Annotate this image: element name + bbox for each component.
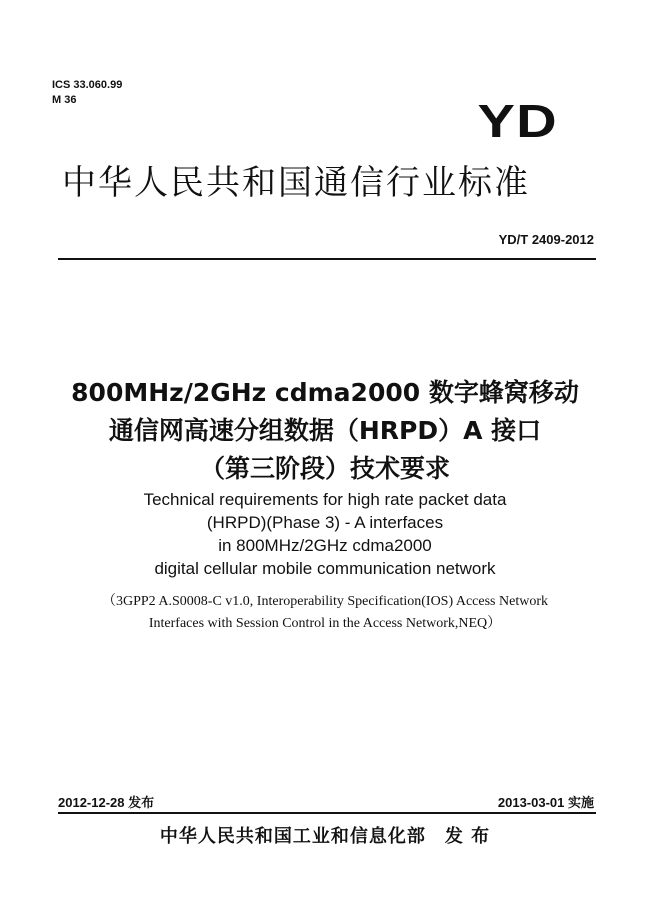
issuing-authority: 中华人民共和国工业和信息化部 发 布: [159, 826, 491, 847]
title-cn-line-3: （第三阶段）技术要求: [199, 454, 450, 483]
title-cn-line-2: 通信网高速分组数据（HRPD）A 接口: [108, 416, 542, 445]
standard-number: YD/T 2409-2012: [498, 232, 594, 247]
equivalence-line-1: （3GPP2 A.S0008-C v1.0, Interoperability Specification(IOS) Access Network: [102, 594, 548, 609]
implement-date: 2013-03-01 实施: [497, 795, 594, 810]
title-cn-line-1: 800MHz/2GHz cdma2000 数字蜂窝移动: [71, 378, 579, 407]
issue-date: 2012-12-28 发布: [58, 795, 155, 810]
title-en-line-4: digital cellular mobile communication network: [154, 559, 496, 578]
standard-title: 中华人民共和国通信行业标准: [62, 163, 530, 203]
yd-logo: YD: [477, 95, 558, 147]
equivalence-line-2: Interfaces with Session Control in the Access Network,NEQ）: [148, 616, 502, 631]
ccs-code: M 36: [52, 94, 77, 106]
classification-codes: [52, 78, 122, 108]
title-en-line-3: in 800MHz/2GHz cdma2000: [218, 536, 432, 555]
title-en-line-1: Technical requirements for high rate packet data: [143, 490, 507, 509]
bottom-divider: [58, 812, 596, 814]
ics-code: ICS 33.060.99: [52, 79, 123, 91]
title-en-line-2: (HRPD)(Phase 3) - A interfaces: [206, 513, 444, 532]
top-divider: [58, 258, 596, 260]
